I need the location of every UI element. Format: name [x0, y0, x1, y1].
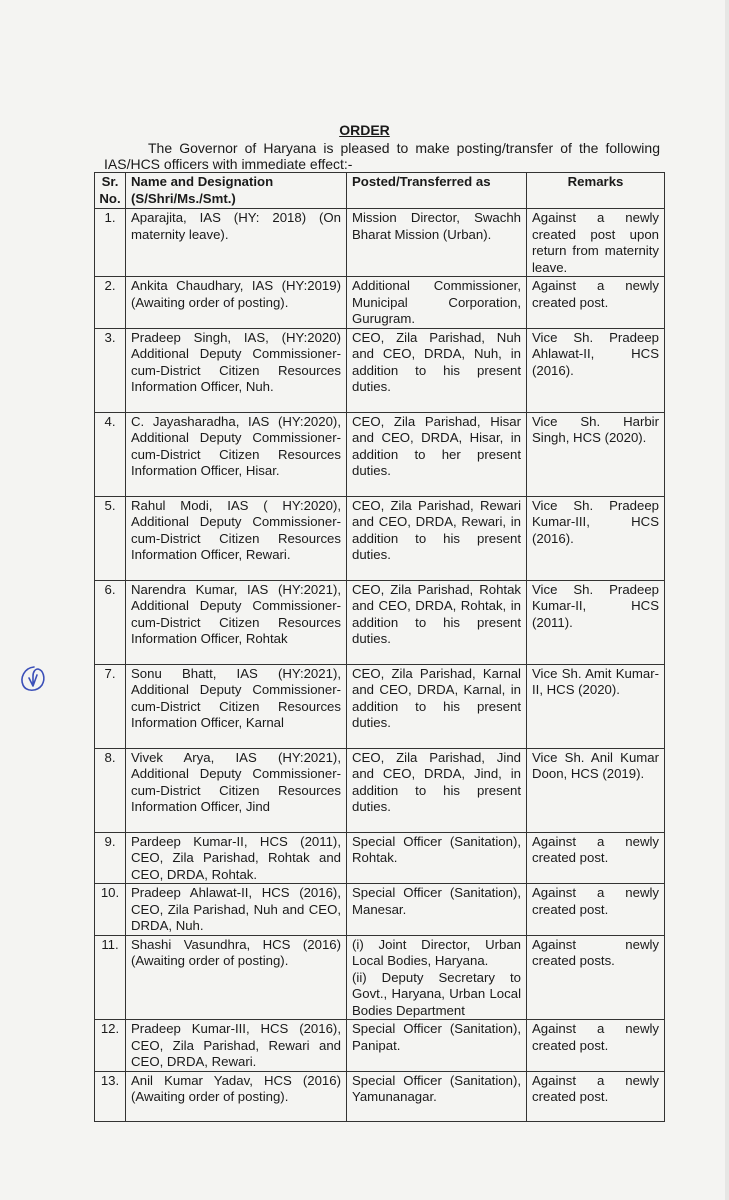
cell-remarks: Vice Sh. Pradeep Kumar-III, HCS (2016).: [527, 496, 665, 580]
cell-name-designation: Shashi Vasundhra, HCS (2016) (Awaiting order of posting).: [126, 935, 347, 1020]
table-row: [95, 832, 665, 884]
cell-remarks: Against a newly created post.: [527, 277, 665, 329]
cell-remarks: Against a newly created post upon return from maternity leave.: [527, 209, 665, 277]
cell-name-designation: Pradeep Ahlawat-II, HCS (2016), CEO, Zila Parishad, Nuh and CEO, DRDA, Nuh.: [126, 884, 347, 936]
cell-posted-transferred: CEO, Zila Parishad, Karnal and CEO, DRDA, Karnal, in addition to his present duties.: [347, 664, 527, 748]
table-row: [95, 412, 665, 496]
cell-sr-no: 7.: [95, 664, 126, 748]
table-row: [95, 1020, 665, 1072]
header-sr-no: Sr. No.: [95, 173, 126, 209]
cell-posted-transferred: CEO, Zila Parishad, Nuh and CEO, DRDA, Nuh, in addition to his present duties.: [347, 328, 527, 412]
table-row: [95, 664, 665, 748]
cell-name-designation: Ankita Chaudhary, IAS (HY:2019) (Awaiting order of posting).: [126, 277, 347, 329]
cell-remarks: Against a newly created post.: [527, 1020, 665, 1072]
cell-name-designation: Pradeep Singh, IAS, (HY:2020) Additional Deputy Commissioner-cum-District Citizen Resources Information Officer, Nuh.: [126, 328, 347, 412]
cell-remarks: Vice Sh. Amit Kumar-II, HCS (2020).: [527, 664, 665, 748]
cell-sr-no: 1.: [95, 209, 126, 277]
cell-remarks: Vice Sh. Harbir Singh, HCS (2020).: [527, 412, 665, 496]
cell-sr-no: 5.: [95, 496, 126, 580]
cell-posted-transferred: CEO, Zila Parishad, Rohtak and CEO, DRDA, Rohtak, in addition to his present duties.: [347, 580, 527, 664]
cell-sr-no: 10.: [95, 884, 126, 936]
cell-name-designation: Pradeep Kumar-III, HCS (2016), CEO, Zila Parishad, Rewari and CEO, DRDA, Rewari.: [126, 1020, 347, 1072]
table-row: [95, 580, 665, 664]
table-row: [95, 748, 665, 832]
header-name-designation: Name and Designation (S/Shri/Ms./Smt.): [126, 173, 347, 209]
cell-name-designation: Rahul Modi, IAS ( HY:2020), Additional Deputy Commissioner-cum-District Citizen Resources Information Officer, Rewari.: [126, 496, 347, 580]
cell-posted-transferred: Special Officer (Sanitation), Manesar.: [347, 884, 527, 936]
table-row: [95, 277, 665, 329]
cell-posted-transferred: CEO, Zila Parishad, Hisar and CEO, DRDA, Hisar, in addition to her present duties.: [347, 412, 527, 496]
cell-sr-no: 3.: [95, 328, 126, 412]
cell-remarks: Vice Sh. Pradeep Ahlawat-II, HCS (2016).: [527, 328, 665, 412]
cell-sr-no: 6.: [95, 580, 126, 664]
table-row: [95, 328, 665, 412]
intro-line-1: The Governor of Haryana is pleased to make posting/transfer of the following: [148, 140, 660, 156]
cell-posted-transferred: CEO, Zila Parishad, Rewari and CEO, DRDA, Rewari, in addition to his present duties.: [347, 496, 527, 580]
cell-sr-no: 11.: [95, 935, 126, 1020]
posting-table: [94, 172, 665, 1122]
table-row: [95, 209, 665, 277]
cell-remarks: Vice Sh. Anil Kumar Doon, HCS (2019).: [527, 748, 665, 832]
cell-posted-transferred: CEO, Zila Parishad, Jind and CEO, DRDA, Jind, in addition to his present duties.: [347, 748, 527, 832]
cell-name-designation: Anil Kumar Yadav, HCS (2016) (Awaiting order of posting).: [126, 1071, 347, 1121]
table-header-row: [95, 173, 665, 209]
cell-name-designation: Aparajita, IAS (HY: 2018) (On maternity leave).: [126, 209, 347, 277]
cell-name-designation: Pardeep Kumar-II, HCS (2011), CEO, Zila Parishad, Rohtak and CEO, DRDA, Rohtak.: [126, 832, 347, 884]
cell-remarks: Against a newly created post.: [527, 832, 665, 884]
cell-name-designation: Sonu Bhatt, IAS (HY:2021), Additional Deputy Commissioner-cum-District Citizen Resources Information Officer, Karnal: [126, 664, 347, 748]
cell-remarks: Against a newly created post.: [527, 1071, 665, 1121]
cell-name-designation: Vivek Arya, IAS (HY:2021), Additional Deputy Commissioner-cum-District Citizen Resources Information Officer, Jind: [126, 748, 347, 832]
cell-name-designation: Narendra Kumar, IAS (HY:2021), Additional Deputy Commissioner-cum-District Citizen Resources Information Officer, Rohtak: [126, 580, 347, 664]
handwritten-initial-icon: [18, 664, 48, 694]
cell-posted-transferred: Additional Commissioner, Municipal Corporation, Gurugram.: [347, 277, 527, 329]
cell-sr-no: 2.: [95, 277, 126, 329]
cell-posted-transferred: (i) Joint Director, Urban Local Bodies, Haryana. (ii) Deputy Secretary to Govt., Haryana, Urban Local Bodies Department: [347, 935, 527, 1020]
table-row: [95, 1071, 665, 1121]
cell-posted-transferred: Special Officer (Sanitation), Panipat.: [347, 1020, 527, 1072]
cell-sr-no: 4.: [95, 412, 126, 496]
order-intro: [104, 140, 660, 172]
scan-edge: [725, 0, 729, 1200]
cell-posted-transferred: Mission Director, Swachh Bharat Mission (Urban).: [347, 209, 527, 277]
cell-remarks: Against newly created posts.: [527, 935, 665, 1020]
cell-sr-no: 8.: [95, 748, 126, 832]
cell-posted-transferred: Special Officer (Sanitation), Yamunanagar.: [347, 1071, 527, 1121]
cell-sr-no: 9.: [95, 832, 126, 884]
table-row: [95, 496, 665, 580]
intro-line-2: IAS/HCS officers with immediate effect:-: [104, 156, 353, 172]
cell-posted-transferred: Special Officer (Sanitation), Rohtak.: [347, 832, 527, 884]
header-posted-transferred: Posted/Transferred as: [347, 173, 527, 209]
table-row: [95, 935, 665, 1020]
cell-sr-no: 13.: [95, 1071, 126, 1121]
cell-remarks: Vice Sh. Pradeep Kumar-II, HCS (2011).: [527, 580, 665, 664]
cell-remarks: Against a newly created post.: [527, 884, 665, 936]
cell-sr-no: 12.: [95, 1020, 126, 1072]
header-remarks: Remarks: [527, 173, 665, 209]
cell-name-designation: C. Jayasharadha, IAS (HY:2020), Additional Deputy Commissioner-cum-District Citizen Resources Information Officer, Hisar.: [126, 412, 347, 496]
order-title: ORDER: [339, 122, 390, 138]
table-row: [95, 884, 665, 936]
